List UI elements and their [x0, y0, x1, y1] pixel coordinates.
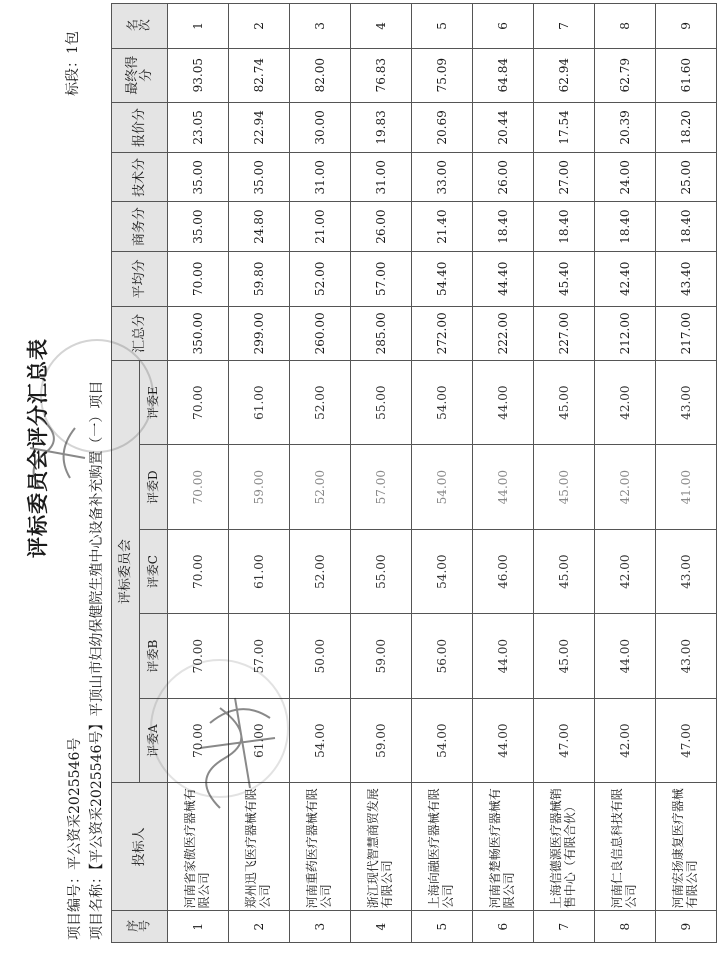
table-row: [656, 4, 717, 943]
judge-d-score: 42.00: [595, 445, 656, 530]
price-score: 30.00: [290, 102, 351, 152]
bidder-name: 河南省楚畅医疗器械有限公司: [473, 783, 534, 911]
price-score: 20.44: [473, 102, 534, 152]
rank: 6: [473, 4, 534, 49]
average-score: 70.00: [168, 251, 229, 306]
technical-score: 25.00: [656, 153, 717, 202]
table-row: [351, 4, 412, 943]
judge-b-score: 56.00: [412, 614, 473, 699]
average-score: 52.00: [290, 251, 351, 306]
judge-c-score: 52.00: [290, 529, 351, 614]
price-score: 23.05: [168, 102, 229, 152]
judge-a-score: 47.00: [534, 698, 595, 783]
judge-d-header: 评委D: [140, 445, 168, 530]
rank: 4: [351, 4, 412, 49]
judge-b-score: 57.00: [229, 614, 290, 699]
total-score: 299.00: [229, 306, 290, 360]
rank: 1: [168, 4, 229, 49]
final-score: 75.09: [412, 48, 473, 102]
judge-a-score: 70.00: [168, 698, 229, 783]
final-score: 82.74: [229, 48, 290, 102]
row-seq: 6: [473, 911, 534, 943]
lot-label: 标段：1包: [65, 31, 81, 96]
bidder-name: 上海向融医疗器械有限公司: [412, 783, 473, 911]
technical-score: 31.00: [351, 153, 412, 202]
judge-c-score: 43.00: [656, 529, 717, 614]
committee-header: 评标委员会: [112, 360, 140, 783]
total-score: 212.00: [595, 306, 656, 360]
judge-b-score: 44.00: [595, 614, 656, 699]
col-price-header: 报价分: [112, 102, 168, 152]
business-score: 18.40: [534, 202, 595, 251]
judge-e-score: 45.00: [534, 360, 595, 445]
judge-c-score: 70.00: [168, 529, 229, 614]
judge-d-score: 70.00: [168, 445, 229, 530]
average-score: 57.00: [351, 251, 412, 306]
business-score: 18.40: [656, 202, 717, 251]
bidder-name: 河南宏扬康复医疗器械有限公司: [656, 783, 717, 911]
row-seq: 7: [534, 911, 595, 943]
judge-d-score: 41.00: [656, 445, 717, 530]
final-score: 61.60: [656, 48, 717, 102]
total-score: 350.00: [168, 306, 229, 360]
judge-c-score: 55.00: [351, 529, 412, 614]
judge-d-score: 59.00: [229, 445, 290, 530]
technical-score: 33.00: [412, 153, 473, 202]
judge-d-score: 52.00: [290, 445, 351, 530]
project-name: 项目名称：【平公资采2025546号】平顶山市妇幼保健院生殖中心设备补充购置（一）项目: [89, 380, 105, 940]
col-technical-header: 技术分: [112, 153, 168, 202]
total-score: 260.00: [290, 306, 351, 360]
col-total-header: 汇总分: [112, 306, 168, 360]
technical-score: 26.00: [473, 153, 534, 202]
final-score: 82.00: [290, 48, 351, 102]
final-score: 62.79: [595, 48, 656, 102]
table-row: [534, 4, 595, 943]
row-seq: 9: [656, 911, 717, 943]
rank: 2: [229, 4, 290, 49]
judge-c-score: 42.00: [595, 529, 656, 614]
judge-a-score: 61.00: [229, 698, 290, 783]
col-bidder-header: 投标人: [112, 783, 168, 911]
judge-e-header: 评委E: [140, 360, 168, 445]
final-score: 93.05: [168, 48, 229, 102]
col-average-header: 平均分: [112, 251, 168, 306]
row-seq: 5: [412, 911, 473, 943]
col-business-header: 商务分: [112, 202, 168, 251]
judge-e-score: 42.00: [595, 360, 656, 445]
judge-d-score: 57.00: [351, 445, 412, 530]
col-seq-header: 序号: [112, 911, 168, 943]
business-score: 26.00: [351, 202, 412, 251]
judge-c-score: 54.00: [412, 529, 473, 614]
col-rank-header: 名次: [112, 4, 168, 49]
judge-c-header: 评委C: [140, 529, 168, 614]
bidder-name: 河南仁良信息科技有限公司: [595, 783, 656, 911]
judge-a-score: 44.00: [473, 698, 534, 783]
judge-a-score: 59.00: [351, 698, 412, 783]
handwritten-signature: [180, 668, 290, 818]
rank: 9: [656, 4, 717, 49]
table-row: [412, 4, 473, 943]
price-score: 20.39: [595, 102, 656, 152]
bidder-name: 郑州迅飞医疗器械有限公司: [229, 783, 290, 911]
judge-b-score: 59.00: [351, 614, 412, 699]
rank: 7: [534, 4, 595, 49]
technical-score: 27.00: [534, 153, 595, 202]
total-score: 222.00: [473, 306, 534, 360]
average-score: 44.40: [473, 251, 534, 306]
rank: 3: [290, 4, 351, 49]
judge-e-score: 52.00: [290, 360, 351, 445]
judge-b-score: 50.00: [290, 614, 351, 699]
price-score: 20.69: [412, 102, 473, 152]
row-seq: 4: [351, 911, 412, 943]
final-score: 62.94: [534, 48, 595, 102]
total-score: 217.00: [656, 306, 717, 360]
rank: 8: [595, 4, 656, 49]
judge-e-score: 43.00: [656, 360, 717, 445]
table-row: [473, 4, 534, 943]
judge-e-score: 44.00: [473, 360, 534, 445]
judge-c-score: 61.00: [229, 529, 290, 614]
business-score: 21.00: [290, 202, 351, 251]
bidder-name: 河南重药医疗器械有限公司: [290, 783, 351, 911]
judge-b-score: 45.00: [534, 614, 595, 699]
business-score: 24.80: [229, 202, 290, 251]
total-score: 272.00: [412, 306, 473, 360]
judge-e-score: 54.00: [412, 360, 473, 445]
business-score: 35.00: [168, 202, 229, 251]
average-score: 45.40: [534, 251, 595, 306]
table-header: [112, 4, 168, 943]
price-score: 22.94: [229, 102, 290, 152]
judge-a-score: 47.00: [656, 698, 717, 783]
row-seq: 3: [290, 911, 351, 943]
technical-score: 35.00: [229, 153, 290, 202]
judge-b-score: 43.00: [656, 614, 717, 699]
judge-a-header: 评委A: [140, 698, 168, 783]
col-final-header: 最终得分: [112, 48, 168, 102]
judge-b-score: 70.00: [168, 614, 229, 699]
price-score: 17.54: [534, 102, 595, 152]
bidder-name: 河南省家傲医疗器械有限公司: [168, 783, 229, 911]
judge-a-score: 54.00: [290, 698, 351, 783]
table-row: [595, 4, 656, 943]
judge-a-score: 54.00: [412, 698, 473, 783]
judge-b-score: 44.00: [473, 614, 534, 699]
price-score: 18.20: [656, 102, 717, 152]
average-score: 59.80: [229, 251, 290, 306]
judge-c-score: 45.00: [534, 529, 595, 614]
judge-b-header: 评委B: [140, 614, 168, 699]
judge-d-score: 45.00: [534, 445, 595, 530]
row-seq: 2: [229, 911, 290, 943]
judge-a-score: 42.00: [595, 698, 656, 783]
average-score: 42.40: [595, 251, 656, 306]
technical-score: 31.00: [290, 153, 351, 202]
handwritten-signature: [20, 408, 90, 498]
row-seq: 8: [595, 911, 656, 943]
average-score: 43.40: [656, 251, 717, 306]
business-score: 18.40: [595, 202, 656, 251]
project-number: 项目编号：平公资采2025546号: [67, 737, 83, 940]
judge-c-score: 46.00: [473, 529, 534, 614]
judge-d-score: 44.00: [473, 445, 534, 530]
technical-score: 24.00: [595, 153, 656, 202]
bidder-name: 浙江现代智慧商贸发展有限公司: [351, 783, 412, 911]
technical-score: 35.00: [168, 153, 229, 202]
judge-e-score: 70.00: [168, 360, 229, 445]
judge-d-score: 54.00: [412, 445, 473, 530]
total-score: 227.00: [534, 306, 595, 360]
table-row: [290, 4, 351, 943]
business-score: 21.40: [412, 202, 473, 251]
bidder-name: 上海信德源医疗器械销售中心（有限合伙）: [534, 783, 595, 911]
final-score: 64.84: [473, 48, 534, 102]
rank: 5: [412, 4, 473, 49]
judge-e-score: 61.00: [229, 360, 290, 445]
judge-e-score: 55.00: [351, 360, 412, 445]
document-title: 评标委员会评分汇总表: [25, 338, 50, 558]
total-score: 285.00: [351, 306, 412, 360]
average-score: 54.40: [412, 251, 473, 306]
final-score: 76.83: [351, 48, 412, 102]
row-seq: 1: [168, 911, 229, 943]
price-score: 19.83: [351, 102, 412, 152]
business-score: 18.40: [473, 202, 534, 251]
